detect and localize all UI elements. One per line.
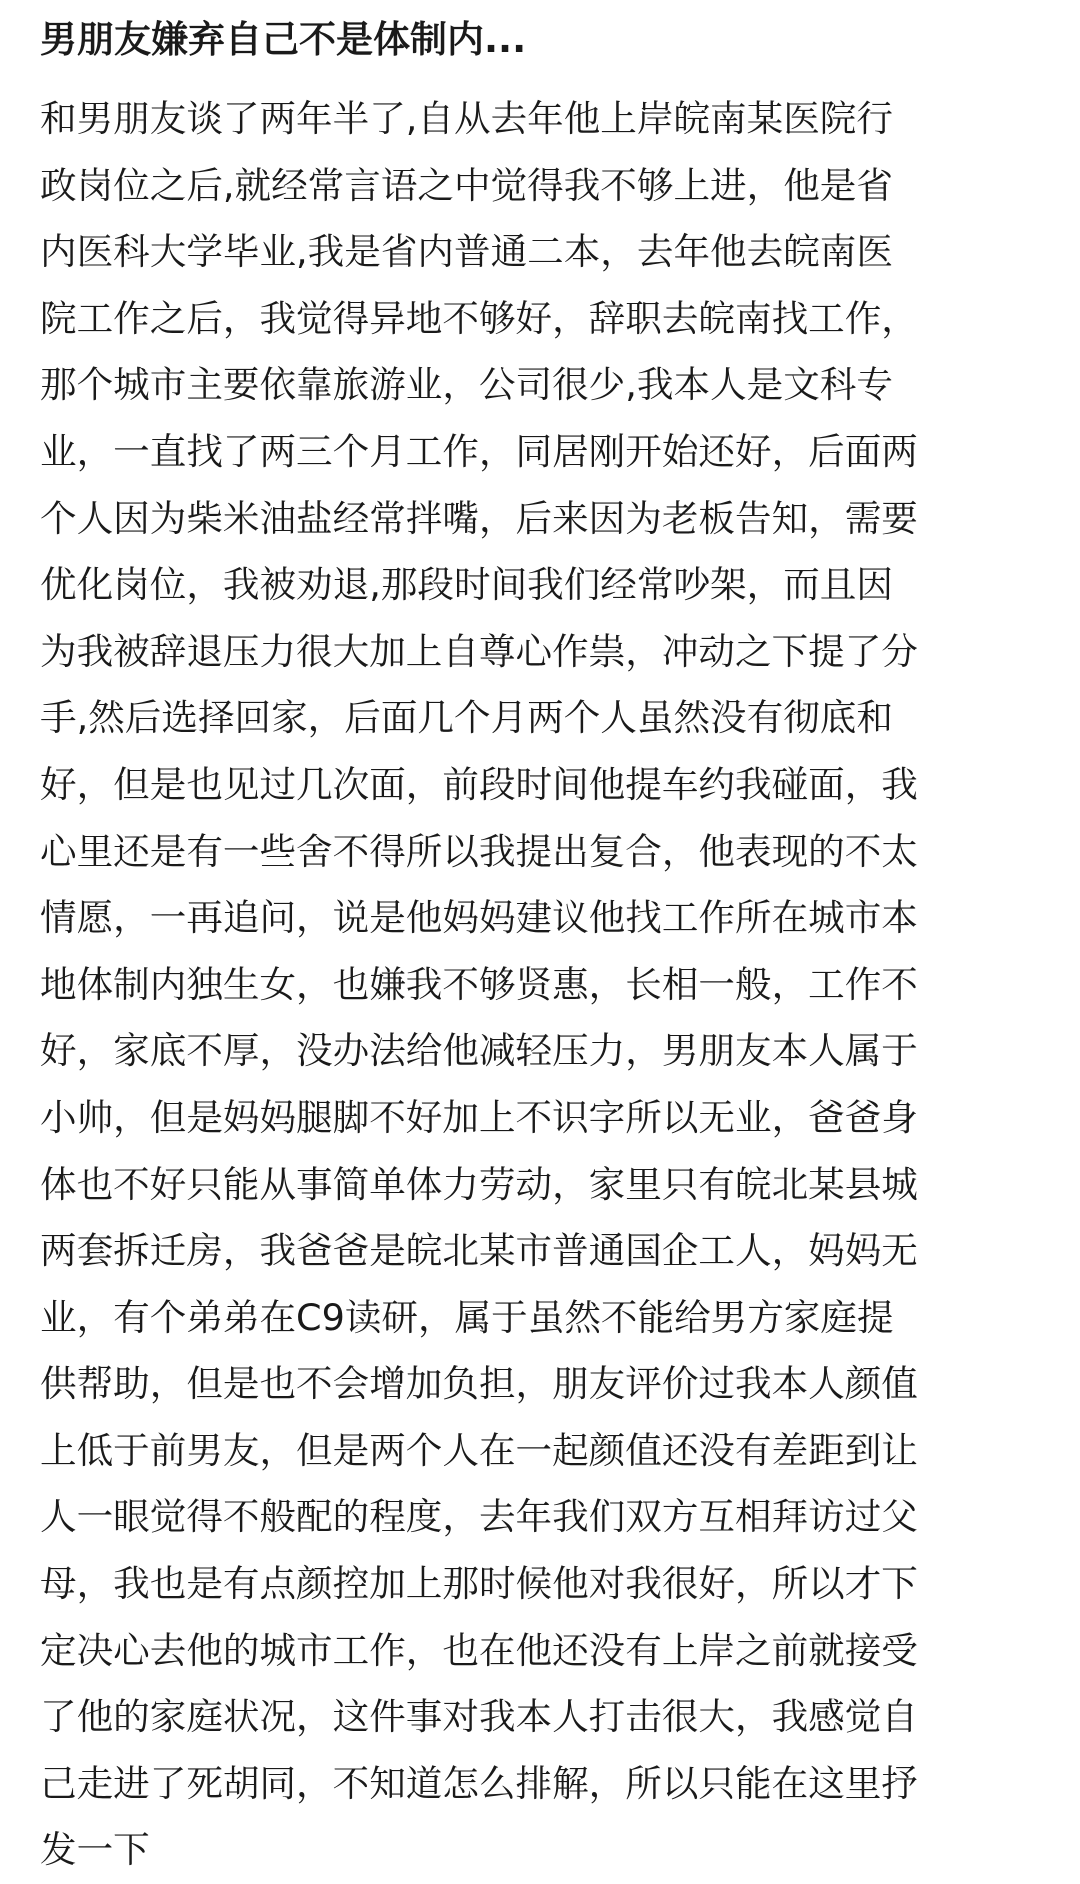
post-title: 男朋友嫌弃自己不是体制内...	[40, 18, 527, 61]
post-body-line: 两套拆迁房，我爸爸是皖北某市普通国企工人，妈妈无	[40, 1229, 918, 1273]
post-body-line: 院工作之后，我觉得异地不够好，辞职去皖南找工作，	[40, 296, 918, 340]
post-body-line: 个人因为柴米油盐经常拌嘴，后来因为老板告知，需要	[40, 496, 918, 540]
post-body-line: 人一眼觉得不般配的程度，去年我们双方互相拜访过父	[40, 1495, 918, 1539]
post-body-line: 业，有个弟弟在C9读研，属于虽然不能给男方家庭提	[40, 1295, 894, 1339]
post-body-line: 心里还是有一些舍不得所以我提出复合，他表现的不太	[40, 829, 918, 873]
post-body-line: 好，家底不厚，没办法给他减轻压力，男朋友本人属于	[40, 1029, 918, 1073]
post-body-line: 政岗位之后,就经常言语之中觉得我不够上进，他是省	[40, 163, 893, 207]
post-body-line: 了他的家庭状况，这件事对我本人打击很大，我感觉自	[40, 1695, 918, 1739]
post-body-line: 手,然后选择回家，后面几个月两个人虽然没有彻底和	[40, 696, 893, 740]
post-body-line: 好，但是也见过几次面，前段时间他提车约我碰面，我	[40, 762, 918, 806]
post-body-line: 定决心去他的城市工作，也在他还没有上岸之前就接受	[40, 1628, 918, 1672]
post-body-line: 情愿，一再追问，说是他妈妈建议他找工作所在城市本	[40, 896, 918, 940]
post-body-line: 母，我也是有点颜控加上那时候他对我很好，所以才下	[40, 1562, 918, 1606]
post-body-line: 业，一直找了两三个月工作，同居刚开始还好，后面两	[40, 429, 918, 473]
post-body-line: 内医科大学毕业,我是省内普通二本，去年他去皖南医	[40, 230, 893, 274]
post-body-line: 和男朋友谈了两年半了,自从去年他上岸皖南某医院行	[40, 97, 893, 140]
post-body-line: 发一下	[40, 1828, 150, 1872]
post-body-line: 为我被辞退压力很大加上自尊心作祟，冲动之下提了分	[40, 629, 918, 673]
post-body-line: 己走进了死胡同，不知道怎么排解，所以只能在这里抒	[40, 1761, 918, 1805]
post-body-line: 供帮助，但是也不会增加负担，朋友评价过我本人颜值	[40, 1362, 918, 1406]
post-body-line: 地体制内独生女，也嫌我不够贤惠，长相一般，工作不	[40, 962, 918, 1006]
post-body-line: 体也不好只能从事简单体力劳动，家里只有皖北某县城	[40, 1162, 918, 1206]
post-body-line: 上低于前男友，但是两个人在一起颜值还没有差距到让	[40, 1428, 918, 1472]
post-body	[40, 86, 1040, 1884]
post-body-line: 优化岗位，我被劝退,那段时间我们经常吵架，而且因	[40, 563, 893, 607]
post-body-line: 小帅，但是妈妈腿脚不好加上不识字所以无业，爸爸身	[40, 1095, 918, 1139]
post-body-line: 那个城市主要依靠旅游业，公司很少,我本人是文科专	[40, 363, 893, 407]
